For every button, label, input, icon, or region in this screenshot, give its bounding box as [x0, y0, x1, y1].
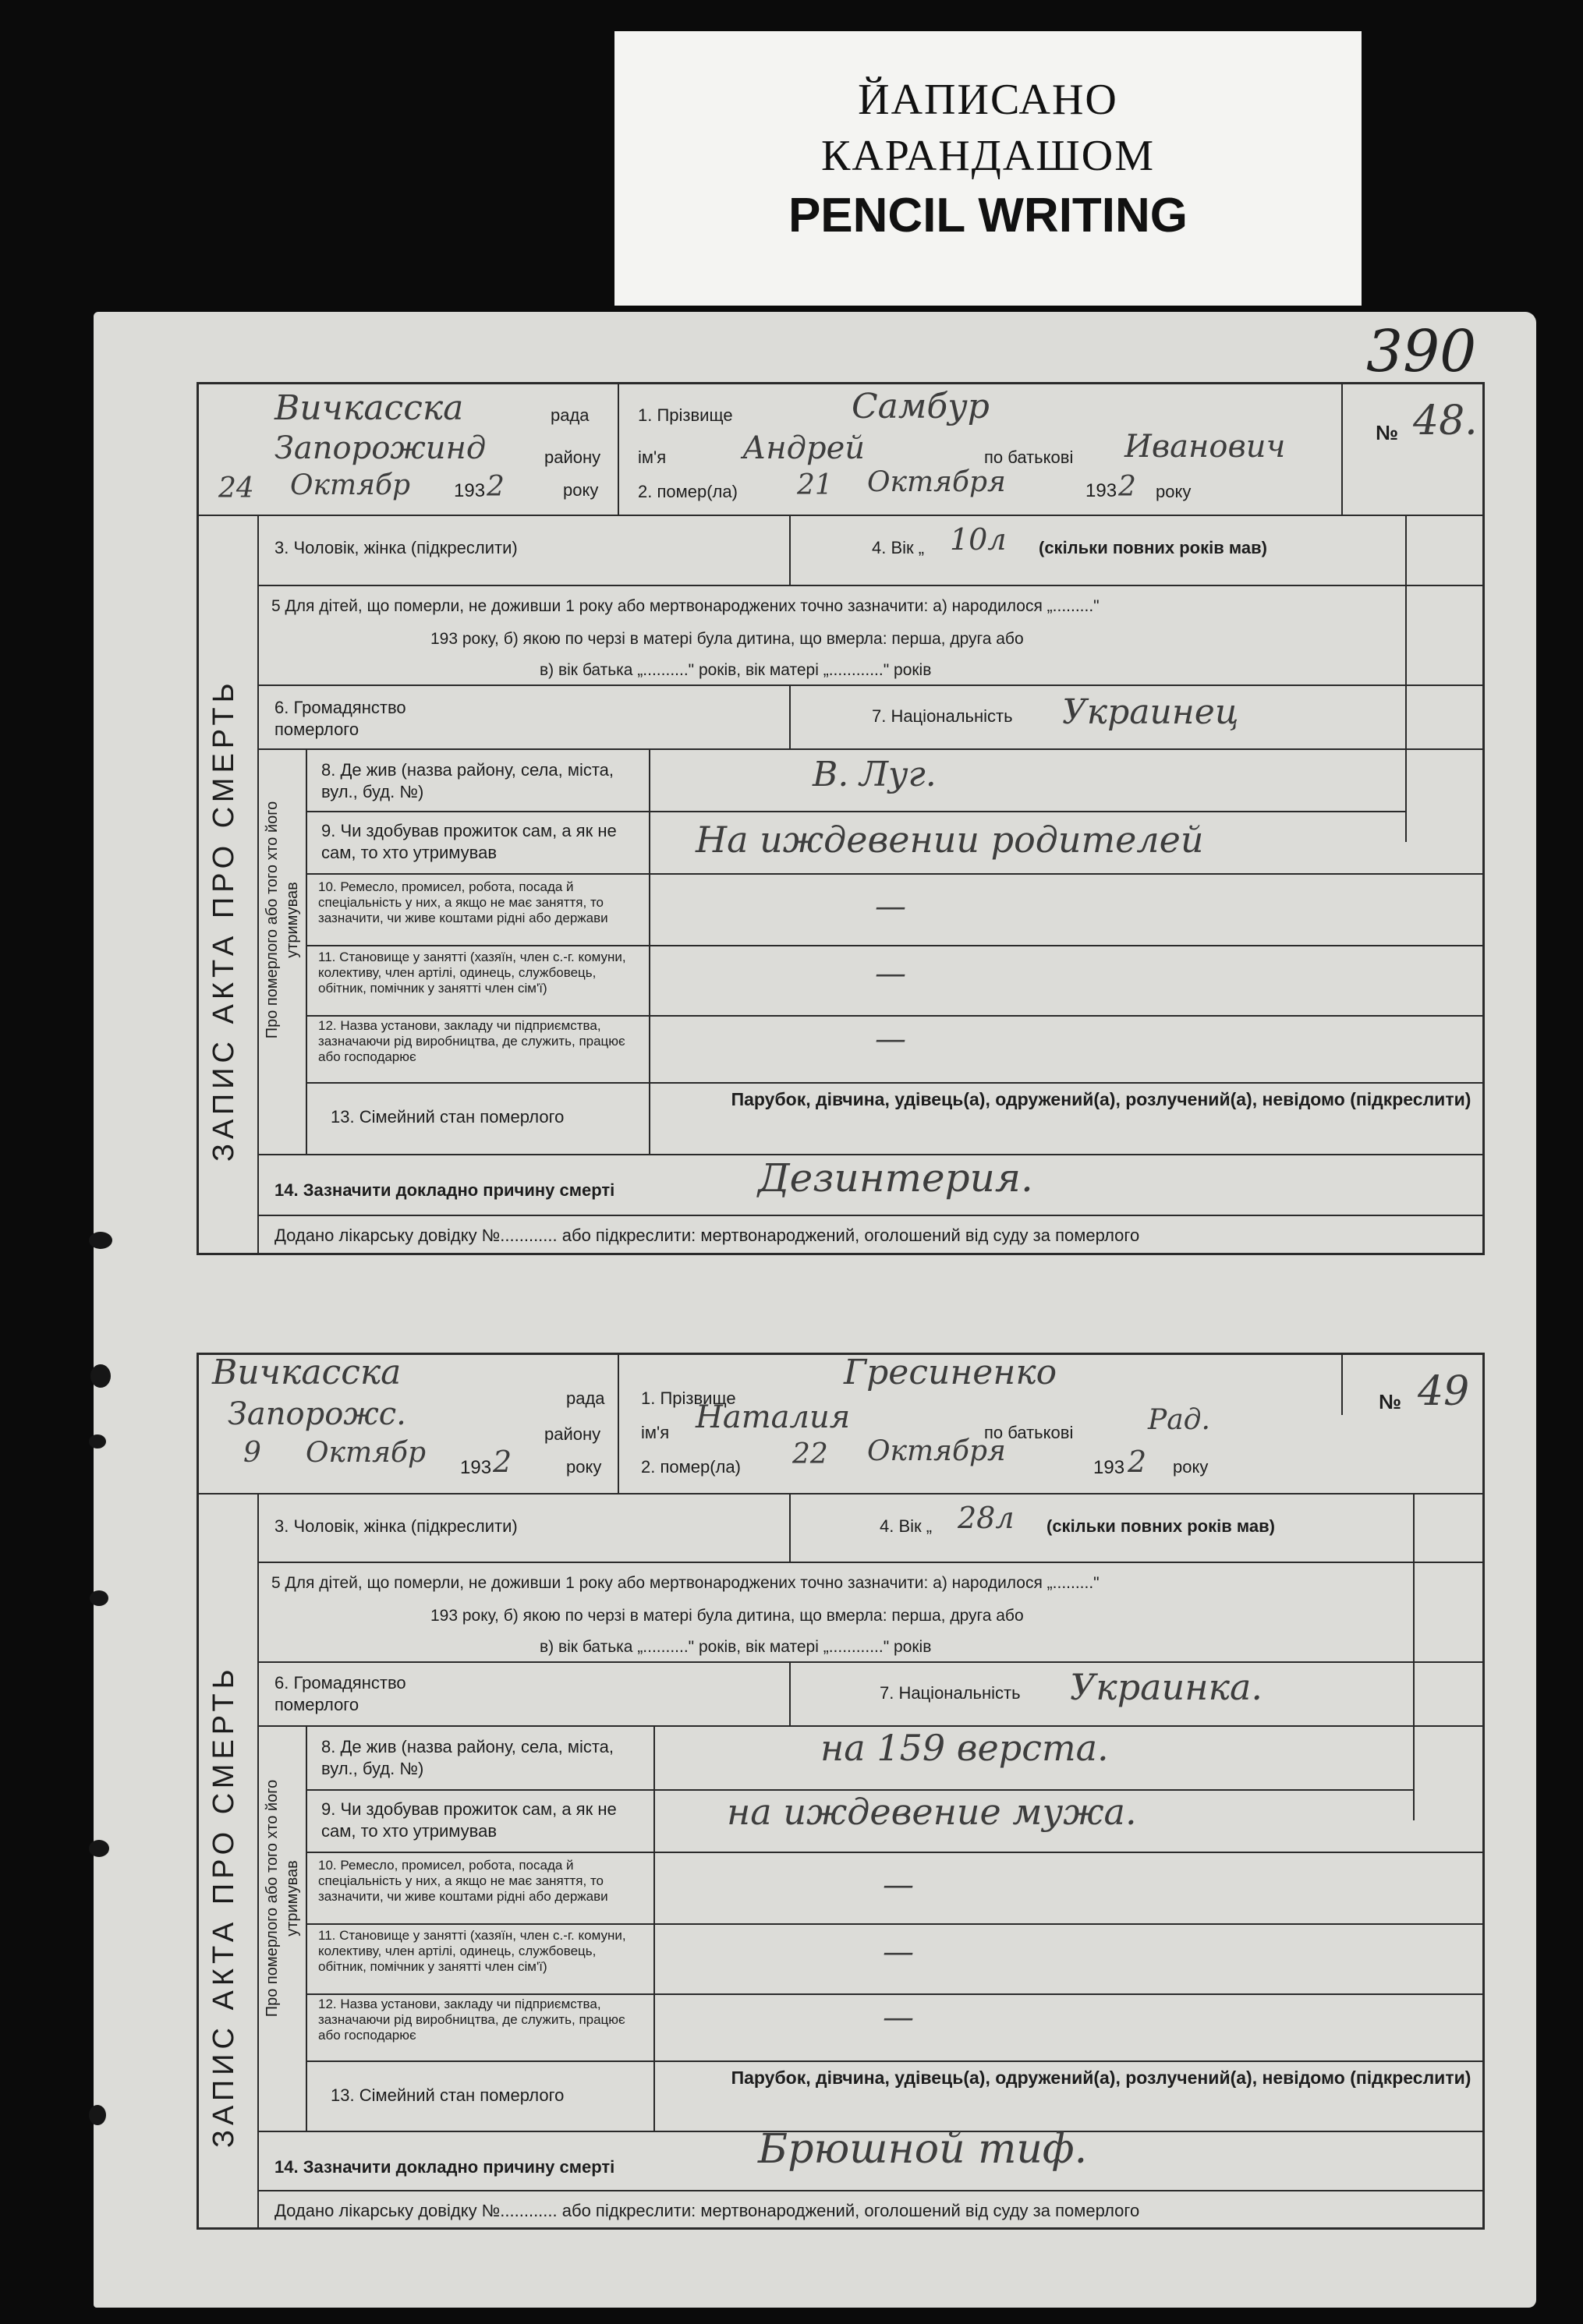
district-name: Запорожинд: [274, 430, 487, 466]
name-label: ім'я: [638, 447, 667, 467]
side-subtitle-line-2: утримував: [284, 1860, 301, 1937]
children-line-3: в) вік батька „.........." років, вік матері „............" років: [540, 1638, 932, 1656]
death-year-label: року: [1173, 1457, 1209, 1477]
registration-year-prefix: 193: [454, 480, 486, 501]
surname-value: Самбур: [852, 387, 990, 426]
pencil-writing-label: [614, 31, 1362, 306]
cause-value: Брюшной тиф.: [758, 2126, 1088, 2173]
district-label: району: [544, 447, 601, 467]
registration-year-digit: 2: [493, 1445, 512, 1479]
side-title: ЗАПИС АКТА ПРО СМЕРТЬ: [207, 678, 240, 1162]
council-label: рада: [551, 405, 590, 425]
footer-note: Додано лікарську довідку №............ або підкреслити: мертвонароджений, оголошений від суду за померлого: [274, 1226, 1140, 1245]
council-name: Вичкасска: [274, 388, 464, 428]
surname-value: Гресиненко: [844, 1353, 1057, 1392]
district-label: району: [544, 1424, 601, 1444]
registration-year-digit: 2: [487, 471, 505, 503]
registration-day: 24: [218, 472, 254, 504]
cause-label: 14. Зазначити докладно причину смерті: [274, 2157, 615, 2177]
sex-label: 3. Чоловік, жінка (підкреслити): [274, 538, 518, 557]
label-line-2: КАРАНДАШОМ: [820, 132, 1156, 180]
residence-label: 8. Де жив (назва району, села, міста, вул., буд. №): [321, 1737, 614, 1778]
surname-label: 1. Прізвище: [641, 1388, 736, 1408]
status-label: 11. Становище у занятті (хазяїн, член с.-г. комуни, колективу, член артілі, одинець, службовець, обітник, помічник у занятті член сім'ї): [318, 950, 626, 996]
nationality-value: Украинец: [1062, 692, 1239, 732]
nationality-label: 7. Національність: [880, 1683, 1021, 1703]
children-line-3: в) вік батька „.........." років, вік матері „............" років: [540, 661, 932, 679]
patronymic-value: Иванович: [1124, 429, 1286, 465]
died-label: 2. помер(ла): [638, 482, 738, 501]
label-line-3: PENCIL WRITING: [788, 189, 1188, 242]
marital-options: Парубок, дівчина, удівець(а), одружений(а), розлучений(а), невідомо (підкреслити): [731, 2068, 1471, 2088]
patronymic-label: по батькові: [984, 1423, 1074, 1442]
children-line-1: 5 Для дітей, що померли, не доживши 1 року або мертвонароджених точно зазначити: а) народилося „.........": [271, 1574, 1100, 1592]
marital-label: 13. Сімейний стан померлого: [331, 2085, 565, 2105]
marital-options: Парубок, дівчина, удівець(а), одружений(а), розлучений(а), невідомо (підкреслити): [731, 1089, 1471, 1109]
year-label: року: [563, 480, 599, 500]
support-label: 9. Чи здобував прожиток сам, а як не сам, то хто утримував: [321, 821, 617, 862]
nationality-value: Украинка.: [1070, 1666, 1263, 1708]
death-year-digit: 2: [1128, 1445, 1147, 1479]
name-label: ім'я: [641, 1423, 670, 1442]
patronymic-value: Рад.: [1148, 1404, 1210, 1436]
employer-label: 12. Назва установи, закладу чи підприємства, зазначаючи рід виробництва, де служить, працює або господарює: [318, 1018, 625, 1064]
death-month: Октября: [867, 1435, 1006, 1467]
occupation-value: —: [875, 889, 906, 925]
side-subtitle-line-1: Про померлого або того хто його: [264, 1779, 281, 2018]
children-line-2: 193 року, б) якою по черзі в матері була дитина, що вмерла: перша, друга або: [430, 1607, 1024, 1625]
registration-month: Октябр: [290, 469, 411, 501]
death-year-prefix: 193: [1085, 480, 1117, 501]
status-label: 11. Становище у занятті (хазяїн, член с.-г. комуни, колективу, член артілі, одинець, службовець, обітник, помічник у занятті член сім'ї): [318, 1928, 626, 1974]
side-subtitle: [262, 756, 303, 1084]
surname-label: 1. Прізвище: [638, 405, 733, 425]
page-number: 390: [1366, 318, 1477, 385]
registration-year-prefix: 193: [460, 1457, 492, 1478]
registration-month: Октябр: [306, 1437, 427, 1469]
name-value: Андрей: [742, 430, 866, 466]
children-line-2: 193 року, б) якою по черзі в матері була дитина, що вмерла: перша, друга або: [430, 630, 1024, 648]
registration-day: 9: [243, 1437, 261, 1469]
employer-value: —: [875, 1021, 906, 1057]
death-record-2: [197, 1353, 1485, 2230]
side-subtitle: [262, 1735, 303, 2062]
side-subtitle-line-2: утримував: [284, 882, 301, 958]
patronymic-label: по батькові: [984, 447, 1074, 467]
cause-label: 14. Зазначити докладно причину смерті: [274, 1180, 615, 1200]
residence-value: В. Луг.: [813, 755, 937, 794]
support-value: На иждевении родителей: [696, 819, 1204, 861]
death-record-1: [197, 382, 1485, 1255]
citizenship-label: 6. Громадянство померлого: [274, 698, 406, 739]
label-line-1: ЙАПИСАНО: [858, 76, 1118, 124]
age-label-suffix: (скільки повних років мав): [1046, 1516, 1275, 1536]
age-label-prefix: 4. Вік „: [880, 1516, 933, 1536]
death-year-digit: 2: [1118, 471, 1136, 503]
name-value: Наталия: [696, 1399, 851, 1435]
death-year-prefix: 193: [1093, 1457, 1125, 1478]
footer-note: Додано лікарську довідку №............ або підкреслити: мертвонароджений, оголошений від суду за померлого: [274, 2201, 1140, 2220]
status-value: —: [875, 956, 906, 992]
age-label-prefix: 4. Вік „: [872, 538, 925, 557]
marital-label: 13. Сімейний стан померлого: [331, 1107, 565, 1127]
died-label: 2. помер(ла): [641, 1457, 741, 1477]
death-day: 21: [797, 469, 833, 501]
support-value: на иждевение мужа.: [727, 1791, 1137, 1833]
occupation-label: 10. Ремесло, промисел, робота, посада й спеціальність у них, а якщо не має заняття, то зазначити, чи живе коштами рідні або держави: [318, 1858, 608, 1904]
death-year-label: року: [1156, 482, 1192, 501]
record-number: 49: [1418, 1368, 1470, 1415]
cause-value: Дезинтерия.: [758, 1155, 1033, 1201]
residence-label: 8. Де жив (назва району, села, міста, вул., буд. №): [321, 760, 614, 801]
number-label: №: [1379, 1390, 1401, 1413]
side-title: ЗАПИС АКТА ПРО СМЕРТЬ: [207, 1664, 240, 2148]
employer-value: —: [883, 2000, 914, 2036]
record-number: 48.: [1413, 398, 1478, 444]
district-name: Запорожс.: [228, 1396, 406, 1432]
occupation-value: —: [883, 1867, 914, 1903]
death-month: Октября: [867, 466, 1006, 498]
death-day: 22: [792, 1438, 828, 1470]
council-label: рада: [566, 1388, 605, 1408]
support-label: 9. Чи здобував прожиток сам, а як не сам, то хто утримував: [321, 1799, 617, 1841]
side-subtitle-line-1: Про померлого або того хто його: [264, 801, 281, 1039]
residence-value: на 159 верста.: [820, 1727, 1109, 1769]
number-label: №: [1376, 421, 1398, 444]
citizenship-label: 6. Громадянство померлого: [274, 1673, 406, 1714]
status-value: —: [883, 1934, 914, 1970]
age-label-suffix: (скільки повних років мав): [1039, 538, 1267, 557]
nationality-label: 7. Національність: [872, 706, 1013, 726]
occupation-label: 10. Ремесло, промисел, робота, посада й спеціальність у них, а якщо не має заняття, то зазначити, чи живе коштами рідні або держави: [318, 879, 608, 925]
age-value: 10л: [950, 522, 1007, 557]
year-label: року: [566, 1457, 602, 1477]
employer-label: 12. Назва установи, закладу чи підприємства, зазначаючи рід виробництва, де служить, працює або господарює: [318, 1997, 625, 2043]
council-name: Вичкасска: [212, 1353, 402, 1392]
sex-label: 3. Чоловік, жінка (підкреслити): [274, 1516, 518, 1536]
children-line-1: 5 Для дітей, що померли, не доживши 1 року або мертвонароджених точно зазначити: а) народилося „.........": [271, 597, 1100, 615]
age-value: 28л: [958, 1501, 1015, 1535]
